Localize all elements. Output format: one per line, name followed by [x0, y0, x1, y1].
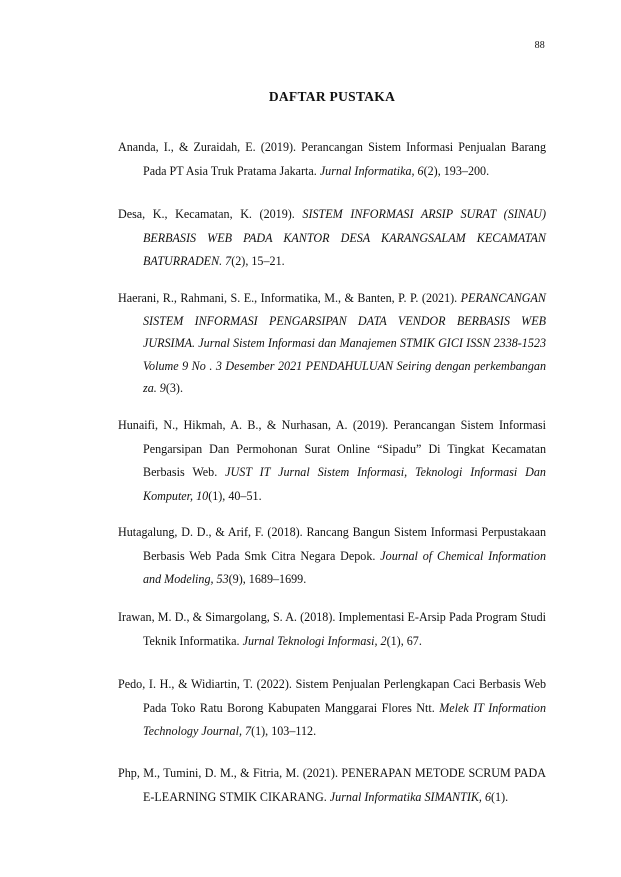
page-title: DAFTAR PUSTAKA — [268, 89, 396, 104]
reference-item: Hutagalung, D. D., & Arif, F. (2018). Rancang Bangun Sistem Informasi Perpustakaan Berbasis Web Pada Smk Citra Negara Depok. Journal of Chemical Information and Modeling, 53(9), 1689–1699. — [118, 525, 546, 586]
reference-item: Pedo, I. H., & Widiartin, T. (2022). Sistem Penjualan Perlengkapan Caci Berbasis Web Pada Toko Ratu Borong Kabupaten Manggarai Flores Ntt. Melek IT Information Technology Journal, 7(1), 103–112. — [118, 677, 547, 738]
reference-item: Desa, K., Kecamatan, K. (2019). SISTEM INFORMASI ARSIP SURAT (SINAU) BERBASIS WEB PADA KANTOR DESA KARANGSALAM KECAMATAN BATURRADEN. 7(2), 15–21. — [118, 207, 546, 268]
reference-item: Hunaifi, N., Hikmah, A. B., & Nurhasan, A. (2019). Perancangan Sistem Informasi Pengarsipan Dan Permohonan Surat Online “Sipadu” Di Tingkat Kecamatan Berbasis Web. JUST IT Jurnal Sistem Informasi, Teknologi Informasi Dan Komputer, 10(1), 40–51. — [118, 418, 546, 503]
reference-item: Haerani, R., Rahmani, S. E., Informatika, M., & Banten, P. P. (2021). PERANCANGAN SISTEM INFORMASI PENGARSIPAN DATA VENDOR BERBASIS WEB JURSIMA. Jurnal Sistem Informasi dan Manajemen STMIK GICI ISSN 2338-1523 Volume 9 No . 3 Desember 2021 PENDAHULUAN Seiring dengan perkembangan za. 9(3). — [118, 291, 546, 395]
reference-item: Php, M., Tumini, D. M., & Fitria, M. (2021). PENERAPAN METODE SCRUM PADA E-LEARNING STMIK CIKARANG. Jurnal Informatika SIMANTIK, 6(1). — [118, 766, 546, 804]
reference-item: Irawan, M. D., & Simargolang, S. A. (2018). Implementasi E-Arsip Pada Program Studi Teknik Informatika. Jurnal Teknologi Informasi, 2(1), 67. — [118, 610, 546, 648]
page-number: 88 — [534, 40, 545, 51]
reference-item: Ananda, I., & Zuraidah, E. (2019). Perancangan Sistem Informasi Penjualan Barang Pada PT Asia Truk Pratama Jakarta. Jurnal Informatika, 6(2), 193–200. — [118, 140, 546, 178]
